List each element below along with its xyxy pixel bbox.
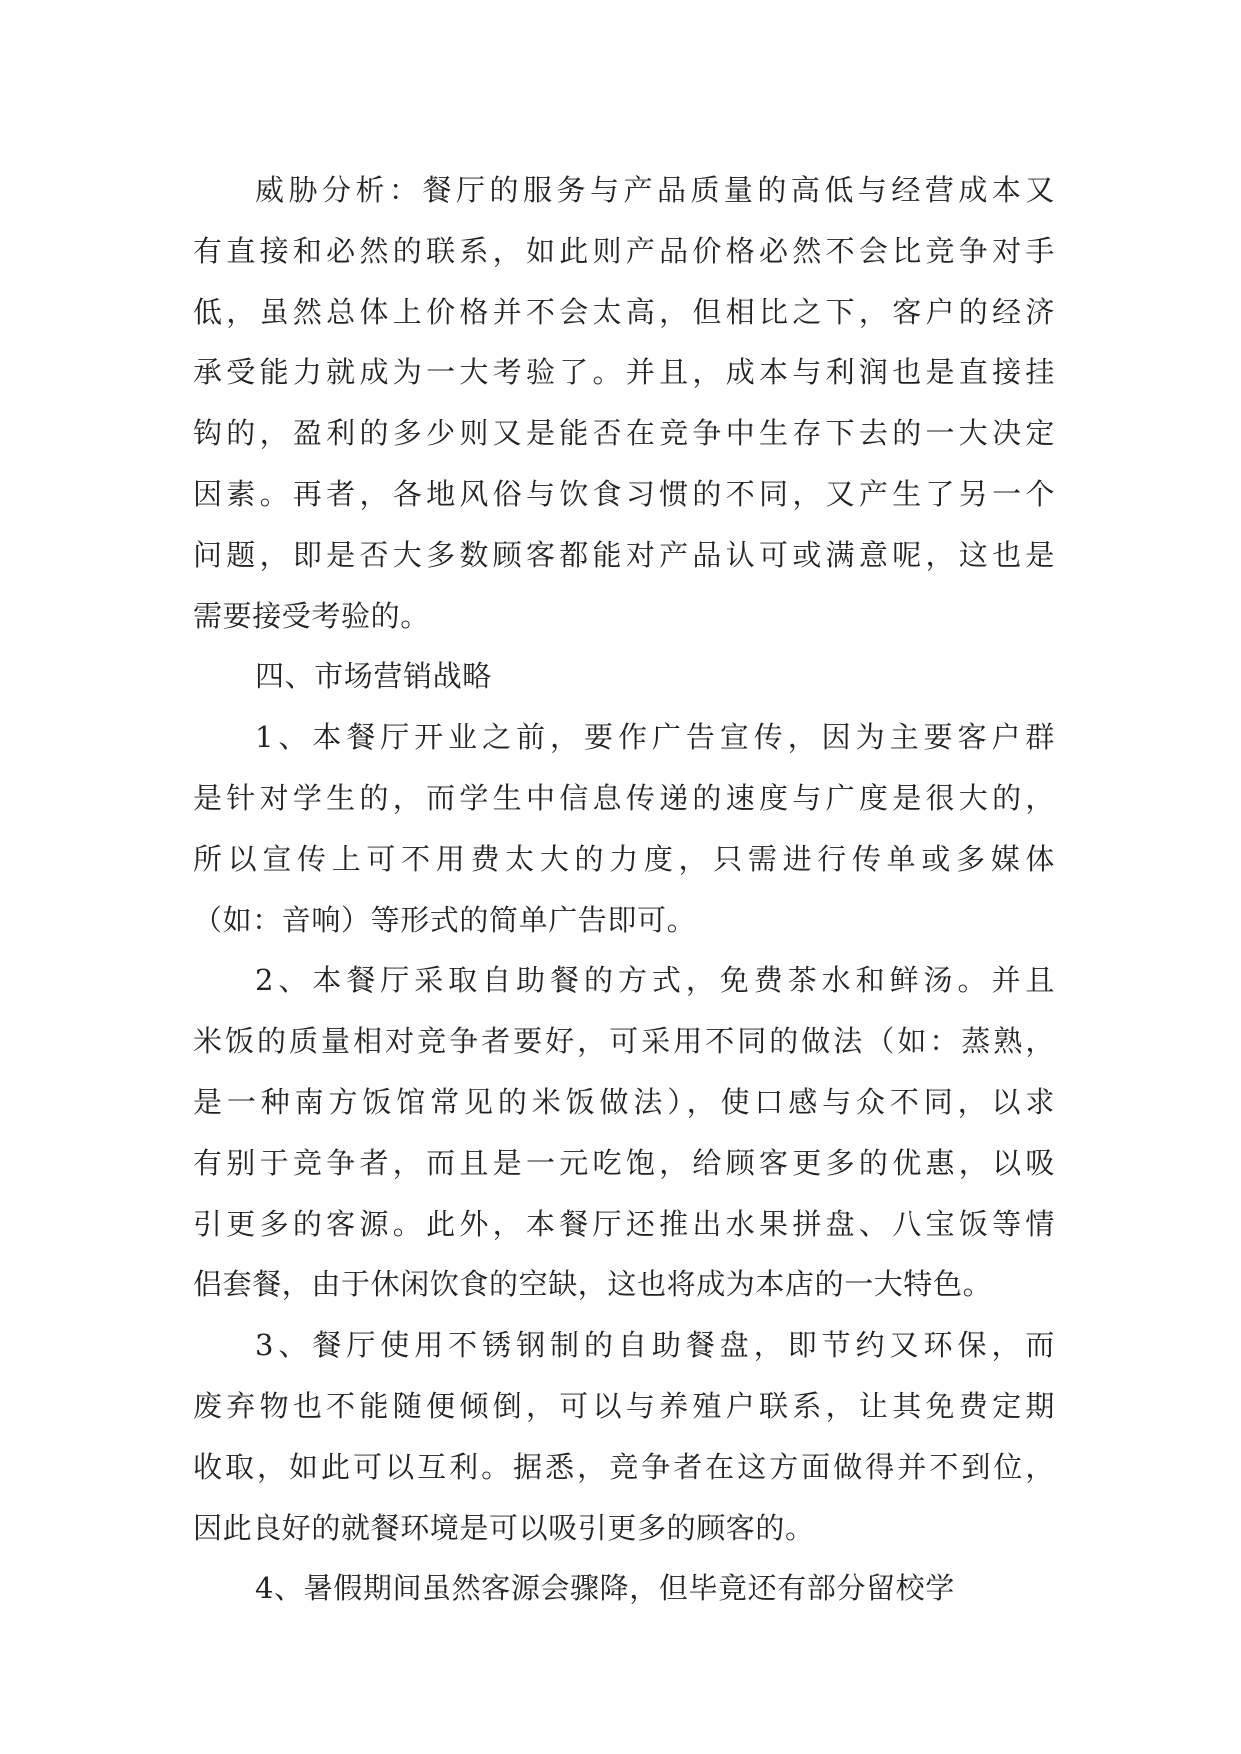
- paragraph-line: 收取，如此可以互利。据悉，竞争者在这方面做得并不到位，: [193, 1449, 1055, 1484]
- paragraph-line: 需要接受考验的。: [193, 598, 430, 633]
- paragraph-line: 米饭的质量相对竞争者要好，可采用不同的做法（如：蒸熟，: [193, 1024, 1055, 1059]
- paragraph-line: 因素。再者，各地风俗与饮食习惯的不同，又产生了另一个: [193, 476, 1055, 511]
- paragraph-line: 有别于竞争者，而且是一元吃饱，给顾客更多的优惠，以吸: [193, 1145, 1055, 1180]
- paragraph-line: （如：音响）等形式的简单广告即可。: [193, 902, 697, 937]
- paragraph-line: 承受能力就成为一大考验了。并且，成本与利润也是直接挂: [193, 355, 1055, 390]
- paragraph-line: 3、餐厅使用不锈钢制的自助餐盘，即节约又环保，而: [255, 1328, 1055, 1363]
- paragraph-line: 问题，即是否大多数顾客都能对产品认可或满意呢，这也是: [193, 537, 1055, 572]
- paragraph-line: 4、暑假期间虽然客源会骤降，但毕竟还有部分留校学: [255, 1571, 955, 1606]
- paragraph-line: 有直接和必然的联系，如此则产品价格必然不会比竞争对手: [193, 233, 1055, 268]
- paragraph-line: 钩的，盈利的多少则又是能否在竞争中生存下去的一大决定: [193, 416, 1055, 451]
- paragraph-line: 威胁分析：餐厅的服务与产品质量的高低与经营成本又: [255, 173, 1055, 207]
- paragraph-line: 侣套餐，由于休闲饮食的空缺，这也将成为本店的一大特色。: [193, 1267, 993, 1302]
- section-heading: 四、市场营销战略: [255, 659, 492, 694]
- paragraph-line: 是一种南方饭馆常见的米饭做法），使口感与众不同，以求: [193, 1084, 1055, 1119]
- paragraph-line: 废弃物也不能随便倾倒，可以与养殖户联系，让其免费定期: [193, 1388, 1055, 1423]
- paragraph-line: 2、本餐厅采取自助餐的方式，免费茶水和鲜汤。并且: [255, 963, 1055, 998]
- body-text: [193, 160, 1055, 1619]
- paragraph-line: 所以宣传上可不用费太大的力度，只需进行传单或多媒体: [193, 841, 1055, 876]
- paragraph-line: 因此良好的就餐环境是可以吸引更多的顾客的。: [193, 1510, 815, 1545]
- paragraph-line: 1、本餐厅开业之前，要作广告宣传，因为主要客户群: [255, 720, 1055, 755]
- paragraph-line: 是针对学生的，而学生中信息传递的速度与广度是很大的，: [193, 780, 1055, 815]
- paragraph-line: 引更多的客源。此外，本餐厅还推出水果拼盘、八宝饭等情: [193, 1206, 1055, 1241]
- paragraph-line: 低，虽然总体上价格并不会太高，但相比之下，客户的经济: [193, 294, 1055, 329]
